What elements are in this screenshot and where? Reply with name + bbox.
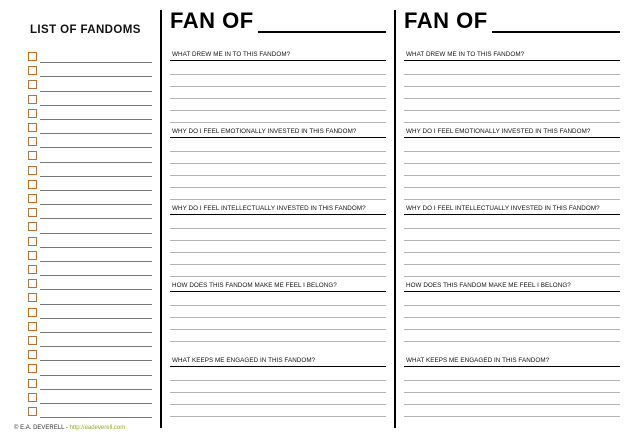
- question-label: WHY DO I FEEL EMOTIONALLY INVESTED IN THIS FANDOM?: [172, 128, 357, 135]
- answer-write-line[interactable]: [170, 175, 386, 176]
- fandom-row[interactable]: [26, 205, 152, 219]
- fandom-checkbox[interactable]: [28, 151, 37, 160]
- fandom-checkbox[interactable]: [28, 52, 37, 61]
- answer-write-line[interactable]: [170, 86, 386, 87]
- fandom-row[interactable]: [26, 191, 152, 205]
- fandom-row[interactable]: [26, 219, 152, 233]
- fan-of-heading: FAN OF: [170, 8, 254, 33]
- fandom-checkbox[interactable]: [28, 66, 37, 75]
- question-label: WHAT DREW ME IN TO THIS FANDOM?: [406, 51, 525, 58]
- fandom-checkbox[interactable]: [28, 293, 37, 302]
- question-rule: [170, 291, 386, 292]
- answer-write-line[interactable]: [404, 380, 620, 381]
- footer-credit-text: © E.A. DEVERELL -: [14, 425, 70, 431]
- question-rule: [170, 137, 386, 138]
- fandom-row[interactable]: [26, 49, 152, 63]
- answer-write-line[interactable]: [170, 404, 386, 405]
- fandom-row[interactable]: [26, 276, 152, 290]
- fandom-checkbox[interactable]: [28, 123, 37, 132]
- answer-write-line[interactable]: [404, 110, 620, 111]
- fandom-row[interactable]: [26, 134, 152, 148]
- fan-of-name-field[interactable]: [258, 31, 386, 33]
- fandom-checkbox[interactable]: [28, 251, 37, 260]
- fandom-row[interactable]: [26, 290, 152, 304]
- answer-write-line[interactable]: [170, 163, 386, 164]
- fandom-checkbox[interactable]: [28, 350, 37, 359]
- fandom-row[interactable]: [26, 63, 152, 77]
- answer-write-line[interactable]: [404, 392, 620, 393]
- question-rule: [404, 60, 620, 61]
- fandom-row[interactable]: [26, 234, 152, 248]
- question-label: HOW DOES THIS FANDOM MAKE ME FEEL I BELONG?: [406, 282, 571, 289]
- fan-of-panel-2: [404, 0, 620, 430]
- question-rule: [170, 60, 386, 61]
- fandom-checkbox[interactable]: [28, 194, 37, 203]
- answer-write-line[interactable]: [404, 404, 620, 405]
- answer-write-line[interactable]: [170, 228, 386, 229]
- fandom-checkbox[interactable]: [28, 222, 37, 231]
- answer-write-line[interactable]: [170, 317, 386, 318]
- fandom-checkbox[interactable]: [28, 265, 37, 274]
- fandom-checkbox[interactable]: [28, 379, 37, 388]
- answer-write-line[interactable]: [404, 416, 620, 417]
- question-rule: [170, 214, 386, 215]
- answer-write-line[interactable]: [170, 240, 386, 241]
- answer-write-line[interactable]: [170, 151, 386, 152]
- answer-write-line[interactable]: [170, 392, 386, 393]
- question-rule: [404, 366, 620, 367]
- answer-write-line[interactable]: [404, 74, 620, 75]
- answer-write-line[interactable]: [404, 199, 620, 200]
- answer-write-line[interactable]: [404, 264, 620, 265]
- answer-write-line[interactable]: [404, 240, 620, 241]
- fandom-checkbox[interactable]: [28, 322, 37, 331]
- answer-write-line[interactable]: [404, 341, 620, 342]
- fandom-checkbox[interactable]: [28, 279, 37, 288]
- answer-write-line[interactable]: [404, 163, 620, 164]
- fandom-row[interactable]: [26, 148, 152, 162]
- answer-write-line[interactable]: [404, 187, 620, 188]
- answer-write-line[interactable]: [404, 228, 620, 229]
- fandom-checkbox[interactable]: [28, 180, 37, 189]
- fandom-row[interactable]: [26, 120, 152, 134]
- fandom-write-line[interactable]: [40, 417, 152, 418]
- fandom-row[interactable]: [26, 361, 152, 375]
- fandom-row[interactable]: [26, 347, 152, 361]
- fandom-row[interactable]: [26, 319, 152, 333]
- answer-write-line[interactable]: [404, 122, 620, 123]
- answer-write-line[interactable]: [170, 110, 386, 111]
- fandom-row[interactable]: [26, 177, 152, 191]
- question-label: WHY DO I FEEL INTELLECTUALLY INVESTED IN THIS FANDOM?: [406, 205, 600, 212]
- answer-write-line[interactable]: [170, 98, 386, 99]
- answer-write-line[interactable]: [170, 199, 386, 200]
- fandom-row[interactable]: [26, 376, 152, 390]
- fan-of-name-field[interactable]: [492, 31, 620, 33]
- answer-write-line[interactable]: [404, 98, 620, 99]
- answer-write-line[interactable]: [404, 317, 620, 318]
- fandom-checkbox[interactable]: [28, 407, 37, 416]
- answer-write-line[interactable]: [170, 380, 386, 381]
- fandom-checkbox[interactable]: [28, 393, 37, 402]
- fan-of-panel-1: [170, 0, 386, 430]
- fandom-row[interactable]: [26, 390, 152, 404]
- answer-write-line[interactable]: [170, 329, 386, 330]
- answer-write-line[interactable]: [170, 341, 386, 342]
- fandom-row[interactable]: [26, 262, 152, 276]
- fandom-row[interactable]: [26, 404, 152, 418]
- question-rule: [404, 214, 620, 215]
- footer-url-link[interactable]: http://eadeverell.com: [69, 425, 126, 431]
- fandom-checkbox[interactable]: [28, 137, 37, 146]
- question-rule: [404, 137, 620, 138]
- answer-write-line[interactable]: [404, 252, 620, 253]
- question-rule: [404, 291, 620, 292]
- answer-write-line[interactable]: [170, 252, 386, 253]
- question-label: WHY DO I FEEL INTELLECTUALLY INVESTED IN THIS FANDOM?: [172, 205, 366, 212]
- answer-write-line[interactable]: [404, 151, 620, 152]
- question-label: WHAT KEEPS ME ENGAGED IN THIS FANDOM?: [406, 357, 550, 364]
- fandom-checkbox[interactable]: [28, 336, 37, 345]
- question-label: WHY DO I FEEL EMOTIONALLY INVESTED IN THIS FANDOM?: [406, 128, 591, 135]
- list-of-fandoms-title: LIST OF FANDOMS: [30, 24, 141, 36]
- answer-write-line[interactable]: [170, 187, 386, 188]
- answer-write-line[interactable]: [170, 305, 386, 306]
- answer-write-line[interactable]: [170, 74, 386, 75]
- fandom-checkbox[interactable]: [28, 80, 37, 89]
- answer-write-line[interactable]: [170, 276, 386, 277]
- answer-write-line[interactable]: [170, 416, 386, 417]
- fandom-row[interactable]: [26, 163, 152, 177]
- fandom-row[interactable]: [26, 305, 152, 319]
- fandom-row[interactable]: [26, 106, 152, 120]
- answer-write-line[interactable]: [404, 276, 620, 277]
- question-label: WHAT KEEPS ME ENGAGED IN THIS FANDOM?: [172, 357, 316, 364]
- fandom-checkbox[interactable]: [28, 95, 37, 104]
- column-divider-left: [160, 10, 162, 428]
- column-divider-right: [394, 10, 396, 428]
- fandom-row[interactable]: [26, 77, 152, 91]
- fandom-checkbox[interactable]: [28, 308, 37, 317]
- answer-write-line[interactable]: [404, 305, 620, 306]
- fandom-row[interactable]: [26, 248, 152, 262]
- question-rule: [170, 366, 386, 367]
- fandom-checkbox[interactable]: [28, 237, 37, 246]
- fandom-checkbox[interactable]: [28, 208, 37, 217]
- answer-write-line[interactable]: [404, 86, 620, 87]
- fandom-list: [0, 0, 160, 430]
- answer-write-line[interactable]: [404, 329, 620, 330]
- fandom-checkbox[interactable]: [28, 166, 37, 175]
- answer-write-line[interactable]: [170, 122, 386, 123]
- answer-write-line[interactable]: [404, 175, 620, 176]
- question-label: HOW DOES THIS FANDOM MAKE ME FEEL I BELONG?: [172, 282, 337, 289]
- question-label: WHAT DREW ME IN TO THIS FANDOM?: [172, 51, 291, 58]
- fandom-checkbox[interactable]: [28, 109, 37, 118]
- fan-of-heading: FAN OF: [404, 8, 488, 33]
- answer-write-line[interactable]: [170, 264, 386, 265]
- fandom-row[interactable]: [26, 92, 152, 106]
- fandom-checkbox[interactable]: [28, 364, 37, 373]
- fandom-row[interactable]: [26, 333, 152, 347]
- footer-credit: [14, 425, 125, 431]
